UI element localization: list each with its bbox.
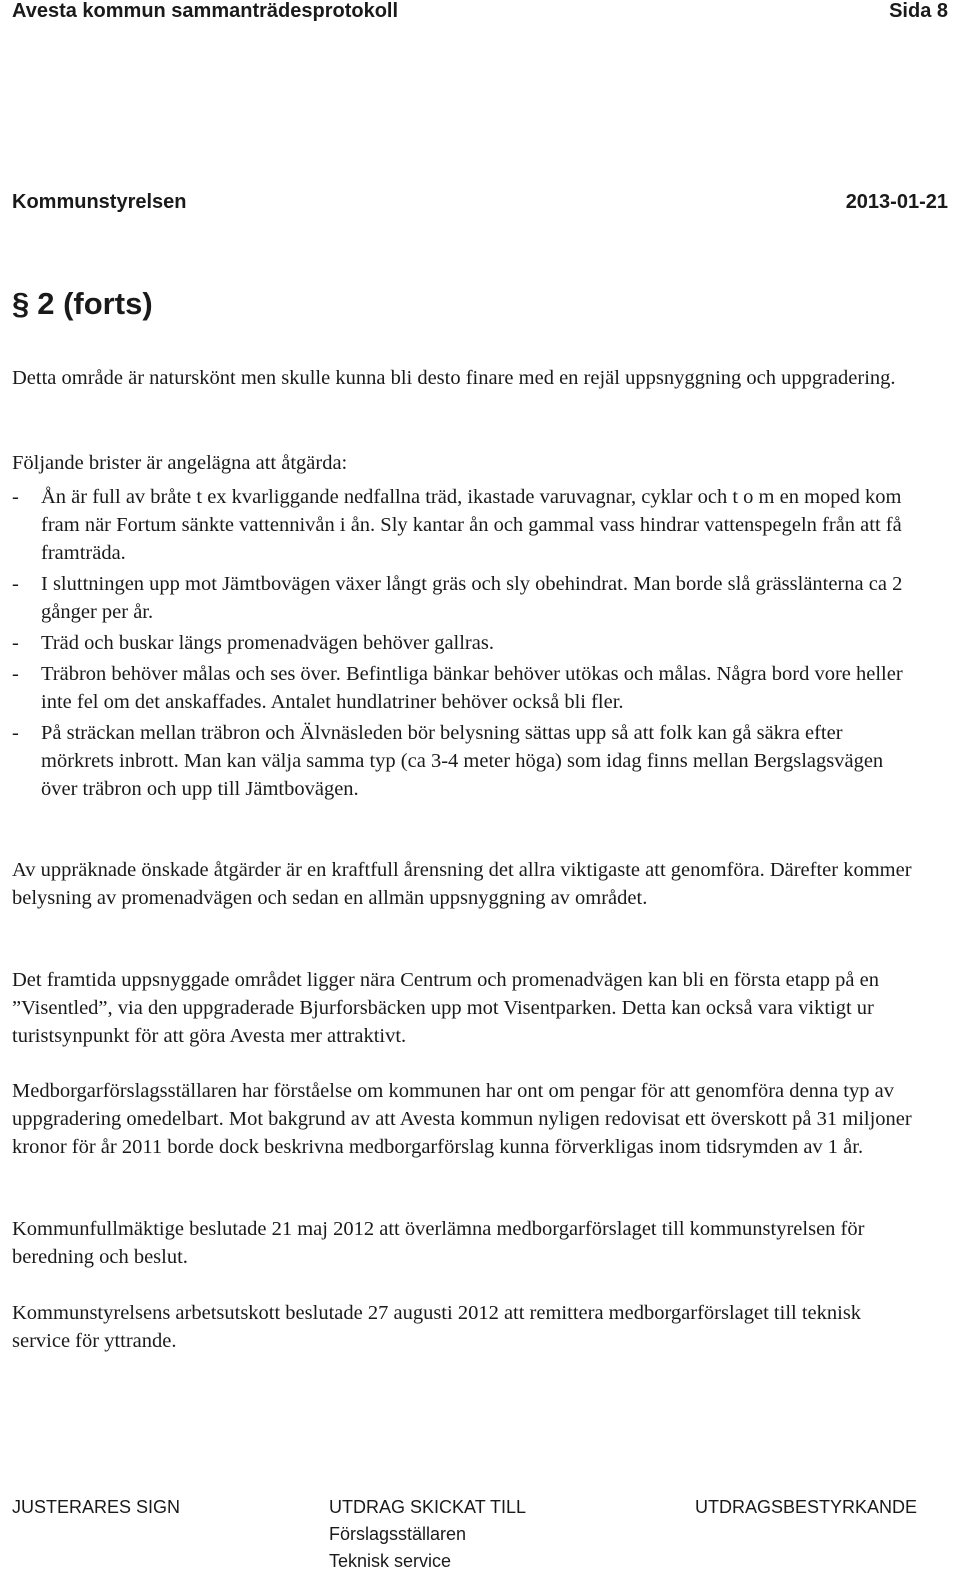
section-title: 2 (forts) [37, 286, 153, 321]
list-dash: - [12, 632, 19, 654]
document-title: Avesta kommun sammanträdesprotokoll [12, 0, 399, 22]
paragraph-kf-decision [12, 1215, 912, 1271]
paragraph-text: Medborgarförslagsställaren har förståelse om kommunen har ont om pengar för att genomföra denna typ av uppgradering omedelbart. Mot bakgrund av att Avesta kommun nyligen redovisat ett överskott på 31 miljoner kronor för år 2011 borde dock beskrivna medborgarförslag kunna förverkligas inom tidsrymden av 1 år. [12, 1080, 912, 1158]
intro-text: Detta område är naturskönt men skulle kunna bli desto finare med en rejäl uppsnyggning och uppgradering. [12, 367, 896, 389]
footer-utdragsbestyrkande [695, 1494, 917, 1521]
list-item-text: Ån är full av bråte t ex kvarliggande nedfallna träd, ikastade varuvagnar, cyklar och t o m en moped kom fram när Fortum sänkte vattennivån i ån. Sly kantar ån och gammal vass hindrar vattenspegeln från att få framträda. [41, 486, 902, 564]
list-item-text: På sträckan mellan träbron och Älvnäsleden bör belysning sättas upp så att folk kan gå säkra efter mörkrets inbrott. Man kan välja samma typ (ca 3-4 meter höga) som idag finns mellan Bergslagsvägen över träbron och upp till Jämtbovägen. [41, 722, 884, 800]
recipient: Förslagsställaren [329, 1524, 467, 1544]
list-dash: - [12, 663, 19, 685]
list-item [12, 660, 912, 716]
list-item [12, 719, 912, 803]
footer-justerares-sign [12, 1494, 180, 1521]
brister-list [12, 483, 912, 806]
list-item [12, 629, 912, 657]
paragraph-visentled [12, 966, 912, 1050]
list-item-text: I sluttningen upp mot Jämtbovägen växer långt gräs och sly obehindrat. Man borde slå grässlänterna ca 2 gånger per år. [41, 573, 903, 623]
justerares-sign-label: JUSTERARES SIGN [12, 1497, 181, 1517]
intro-paragraph [12, 364, 912, 392]
recipient: Teknisk service [329, 1551, 452, 1571]
list-dash: - [12, 486, 19, 508]
paragraph-text: Kommunfullmäktige beslutade 21 maj 2012 att överlämna medborgarförslaget till kommunstyrelsen för beredning och beslut. [12, 1218, 865, 1268]
list-item [12, 570, 912, 626]
list-dash: - [12, 573, 19, 595]
paragraph-text: Det framtida uppsnyggade området ligger nära Centrum och promenadvägen kan bli en första etapp på en ”Visentled”, via den uppgraderade Bjurforsbäcken upp mot Visentparken. Detta kan också vara viktigt ur turistsynpunkt för att göra Avesta mer attraktivt. [12, 969, 879, 1047]
brister-heading-block [12, 449, 912, 477]
meeting-info [12, 191, 948, 214]
paragraph-text: Kommunstyrelsens arbetsutskott beslutade 27 augusti 2012 att remittera medborgarförslaget till teknisk service för yttrande. [12, 1302, 862, 1352]
list-item [12, 483, 912, 567]
paragraph-au-decision [12, 1299, 912, 1355]
list-dash: - [12, 722, 19, 744]
brister-heading: Följande brister är angelägna att åtgärda: [12, 452, 348, 474]
committee-name: Kommunstyrelsen [12, 191, 187, 213]
utdrag-skickat-label: UTDRAG SKICKAT TILL [329, 1497, 527, 1517]
section-symbol: § [12, 286, 30, 321]
paragraph-priorities [12, 856, 912, 912]
footer-utdrag-skickat [329, 1494, 526, 1575]
page-number: Sida 8 [889, 0, 948, 22]
document-header [12, 0, 948, 23]
paragraph-text: Av uppräknade önskade åtgärder är en kraftfull årensning det allra viktigaste att genomföra. Därefter kommer belysning av promenadvägen och sedan en allmän uppsnyggning av området. [12, 859, 912, 909]
paragraph-funding [12, 1077, 912, 1161]
list-item-text: Träd och buskar längs promenadvägen behöver gallras. [41, 632, 494, 654]
list-item-text: Träbron behöver målas och ses över. Befintliga bänkar behöver utökas och målas. Några bord vore heller inte fel om det anskaffades. Antalet hundlatriner behöver också bli fler. [41, 663, 903, 713]
utdragsbestyrkande-label: UTDRAGSBESTYRKANDE [695, 1497, 918, 1517]
section-heading [12, 286, 153, 322]
meeting-date: 2013-01-21 [845, 191, 948, 213]
